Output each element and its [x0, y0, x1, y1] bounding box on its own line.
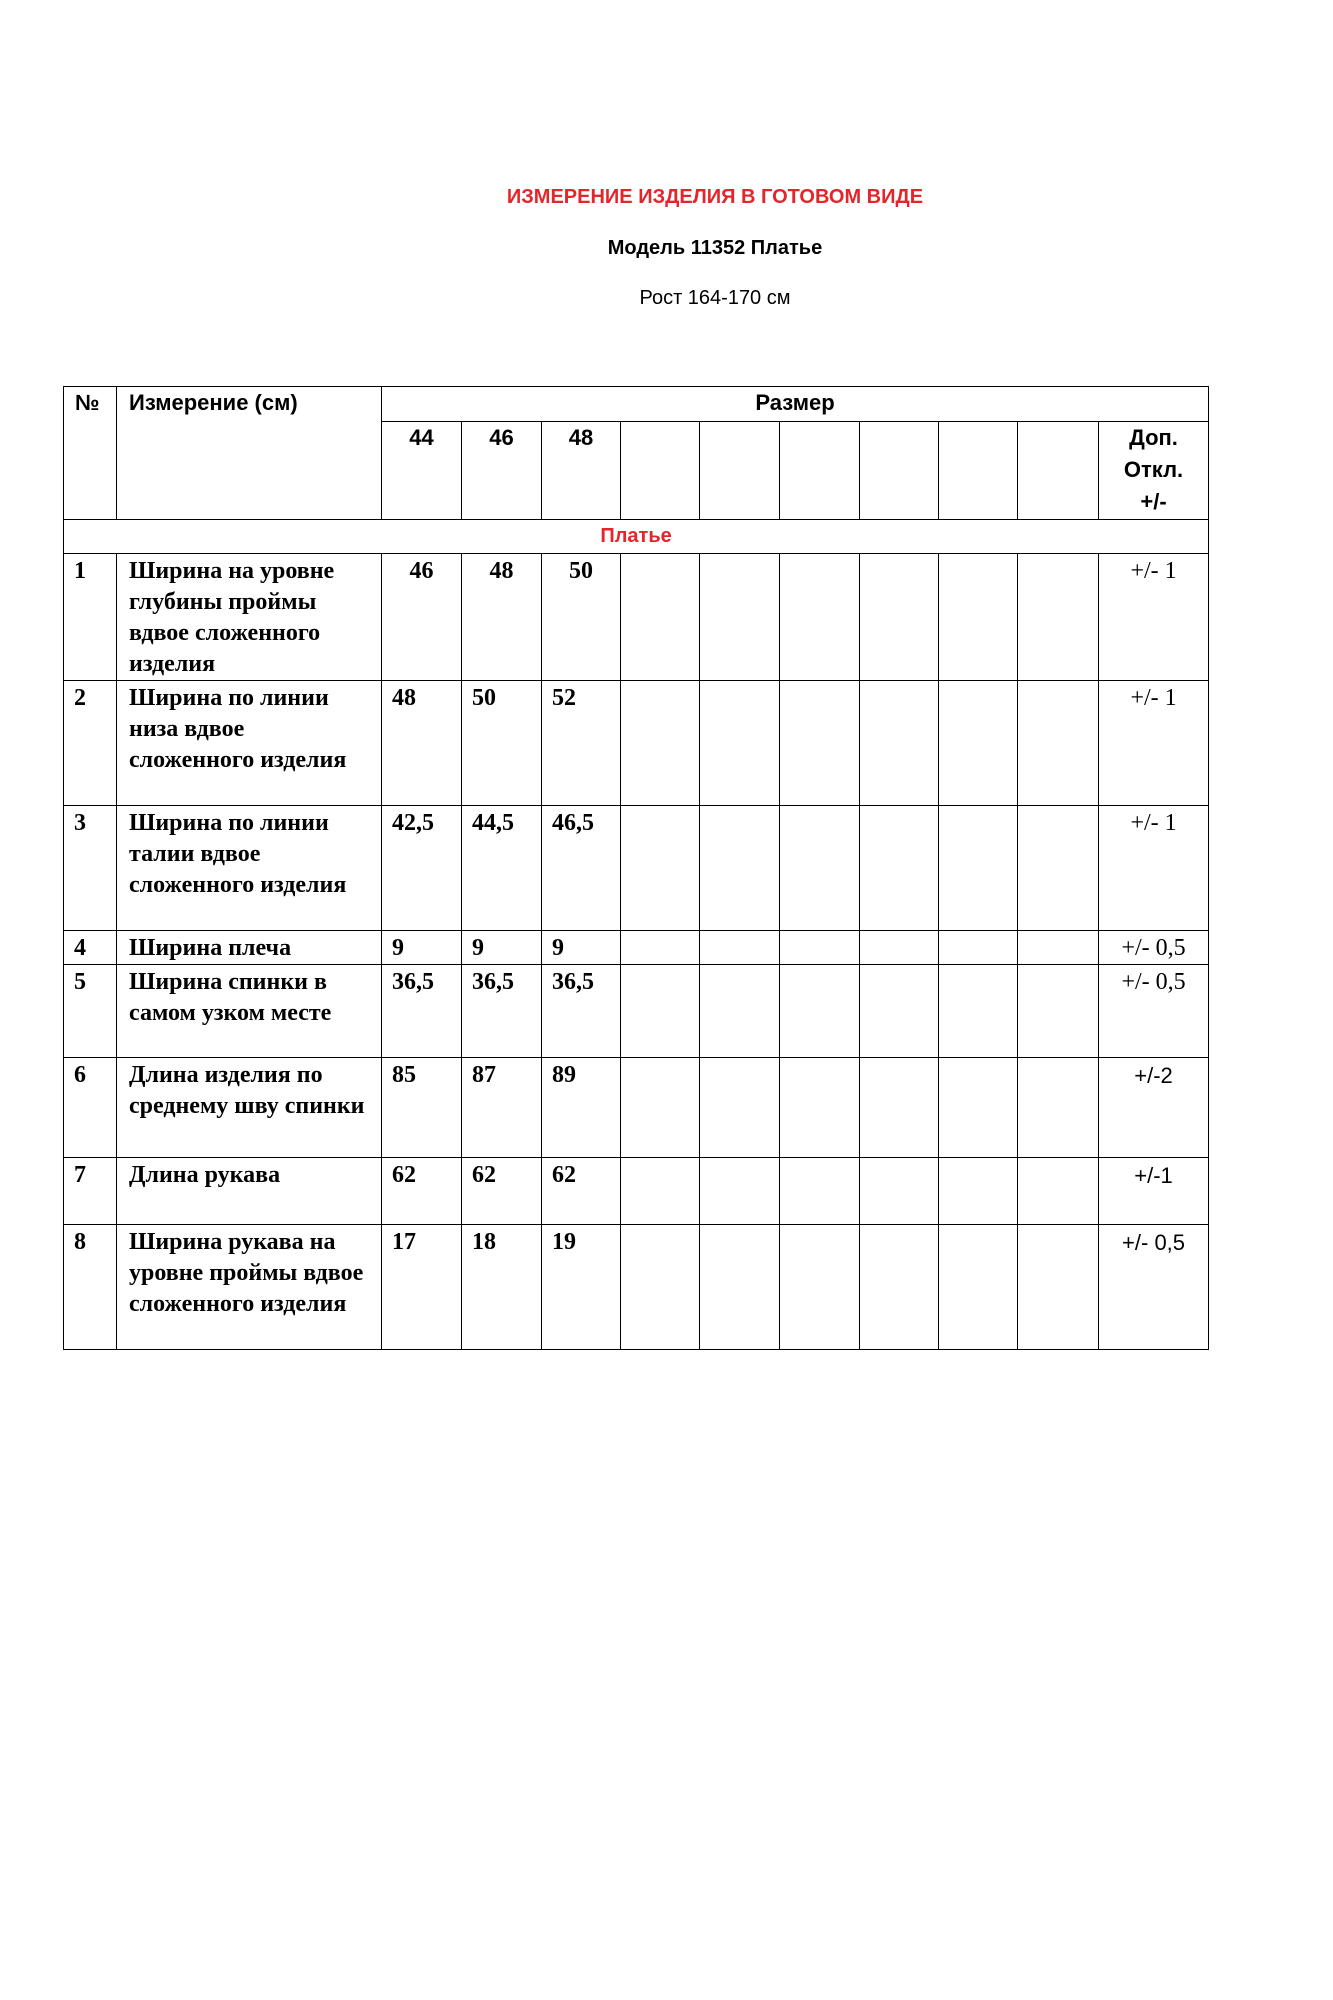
size-44: 44 — [382, 422, 462, 520]
row-value-44: 48 — [382, 681, 462, 806]
row-value-46: 44,5 — [462, 806, 542, 931]
row-value-46: 18 — [462, 1225, 542, 1350]
empty-cell — [860, 1225, 939, 1350]
empty-cell — [780, 931, 860, 965]
empty-cell — [621, 1158, 700, 1225]
row-measurement: Ширина на уровне глубины проймы вдвое сложенного изделия — [117, 554, 382, 681]
empty-cell — [700, 965, 780, 1058]
measurement-table — [63, 386, 1209, 1350]
empty-cell — [1018, 931, 1099, 965]
size-empty — [860, 422, 939, 520]
row-number: 4 — [64, 931, 117, 965]
row-measurement: Ширина плеча — [117, 931, 382, 965]
section-header: Платье — [64, 520, 1209, 554]
empty-cell — [1018, 1158, 1099, 1225]
empty-cell — [939, 1058, 1018, 1158]
table-row — [64, 1158, 1209, 1225]
empty-cell — [939, 931, 1018, 965]
row-value-48: 19 — [542, 1225, 621, 1350]
empty-cell — [780, 1158, 860, 1225]
row-value-46: 62 — [462, 1158, 542, 1225]
row-number: 8 — [64, 1225, 117, 1350]
row-tolerance: +/- 1 — [1099, 681, 1209, 806]
row-value-46: 50 — [462, 681, 542, 806]
table-row — [64, 1058, 1209, 1158]
empty-cell — [860, 554, 939, 681]
table-row — [64, 681, 1209, 806]
empty-cell — [939, 1225, 1018, 1350]
empty-cell — [700, 1225, 780, 1350]
row-value-44: 46 — [382, 554, 462, 681]
row-value-48: 89 — [542, 1058, 621, 1158]
row-value-48: 9 — [542, 931, 621, 965]
empty-cell — [860, 965, 939, 1058]
empty-cell — [621, 806, 700, 931]
row-measurement: Ширина по линии низа вдвое сложенного изделия — [117, 681, 382, 806]
empty-cell — [700, 1058, 780, 1158]
empty-cell — [621, 965, 700, 1058]
table-row — [64, 554, 1209, 681]
row-number: 3 — [64, 806, 117, 931]
row-measurement: Ширина рукава на уровне проймы вдвое сложенного изделия — [117, 1225, 382, 1350]
empty-cell — [939, 1158, 1018, 1225]
row-number: 7 — [64, 1158, 117, 1225]
table-row — [64, 965, 1209, 1058]
empty-cell — [700, 1158, 780, 1225]
tolerance-line: +/- — [1140, 489, 1167, 514]
empty-cell — [621, 681, 700, 806]
empty-cell — [860, 806, 939, 931]
empty-cell — [939, 681, 1018, 806]
empty-cell — [939, 554, 1018, 681]
empty-cell — [780, 965, 860, 1058]
row-value-46: 48 — [462, 554, 542, 681]
table-row — [64, 931, 1209, 965]
row-measurement: Ширина по линии талии вдвое сложенного изделия — [117, 806, 382, 931]
tolerance-line: Доп. — [1129, 425, 1178, 450]
row-tolerance: +/-1 — [1099, 1158, 1209, 1225]
empty-cell — [860, 1058, 939, 1158]
row-tolerance: +/-2 — [1099, 1058, 1209, 1158]
row-value-48: 50 — [542, 554, 621, 681]
header-measurement: Измерение (см) — [117, 387, 382, 520]
empty-cell — [780, 681, 860, 806]
row-value-44: 9 — [382, 931, 462, 965]
row-value-44: 17 — [382, 1225, 462, 1350]
empty-cell — [1018, 1058, 1099, 1158]
size-empty — [700, 422, 780, 520]
size-empty — [621, 422, 700, 520]
empty-cell — [700, 806, 780, 931]
empty-cell — [700, 681, 780, 806]
row-measurement: Длина изделия по среднему шву спинки — [117, 1058, 382, 1158]
empty-cell — [860, 931, 939, 965]
row-number: 6 — [64, 1058, 117, 1158]
row-number: 1 — [64, 554, 117, 681]
row-measurement: Ширина спинки в самом узком месте — [117, 965, 382, 1058]
empty-cell — [939, 965, 1018, 1058]
header-tolerance — [1099, 422, 1209, 520]
row-value-46: 87 — [462, 1058, 542, 1158]
size-48: 48 — [542, 422, 621, 520]
tolerance-line: Откл. — [1123, 457, 1184, 482]
empty-cell — [1018, 681, 1099, 806]
row-value-48: 36,5 — [542, 965, 621, 1058]
empty-cell — [621, 1225, 700, 1350]
size-empty — [939, 422, 1018, 520]
row-value-44: 42,5 — [382, 806, 462, 931]
row-number: 5 — [64, 965, 117, 1058]
table-row — [64, 1225, 1209, 1350]
empty-cell — [780, 1058, 860, 1158]
row-value-48: 46,5 — [542, 806, 621, 931]
document-title: ИЗМЕРЕНИЕ ИЗДЕЛИЯ В ГОТОВОМ ВИДЕ — [506, 186, 924, 208]
empty-cell — [939, 806, 1018, 931]
row-value-46: 36,5 — [462, 965, 542, 1058]
empty-cell — [1018, 965, 1099, 1058]
empty-cell — [621, 931, 700, 965]
row-value-46: 9 — [462, 931, 542, 965]
row-number: 2 — [64, 681, 117, 806]
size-empty — [1018, 422, 1099, 520]
row-value-44: 85 — [382, 1058, 462, 1158]
empty-cell — [700, 931, 780, 965]
height-range: Рост 164-170 см — [639, 287, 791, 309]
size-empty — [780, 422, 860, 520]
row-value-44: 62 — [382, 1158, 462, 1225]
row-value-48: 62 — [542, 1158, 621, 1225]
empty-cell — [860, 1158, 939, 1225]
row-measurement: Длина рукава — [117, 1158, 382, 1225]
model-name: Модель 11352 Платье — [607, 237, 823, 259]
header-size: Размер — [382, 387, 1209, 422]
empty-cell — [621, 554, 700, 681]
row-tolerance: +/- 0,5 — [1099, 1225, 1209, 1350]
empty-cell — [780, 1225, 860, 1350]
empty-cell — [780, 554, 860, 681]
row-tolerance: +/- 0,5 — [1099, 965, 1209, 1058]
size-46: 46 — [462, 422, 542, 520]
row-tolerance: +/- 1 — [1099, 554, 1209, 681]
empty-cell — [780, 806, 860, 931]
empty-cell — [1018, 554, 1099, 681]
row-value-48: 52 — [542, 681, 621, 806]
empty-cell — [700, 554, 780, 681]
empty-cell — [1018, 806, 1099, 931]
header-number: № — [64, 387, 117, 520]
row-value-44: 36,5 — [382, 965, 462, 1058]
empty-cell — [1018, 1225, 1099, 1350]
empty-cell — [860, 681, 939, 806]
empty-cell — [621, 1058, 700, 1158]
row-tolerance: +/- 1 — [1099, 806, 1209, 931]
row-tolerance: +/- 0,5 — [1099, 931, 1209, 965]
table-row — [64, 806, 1209, 931]
